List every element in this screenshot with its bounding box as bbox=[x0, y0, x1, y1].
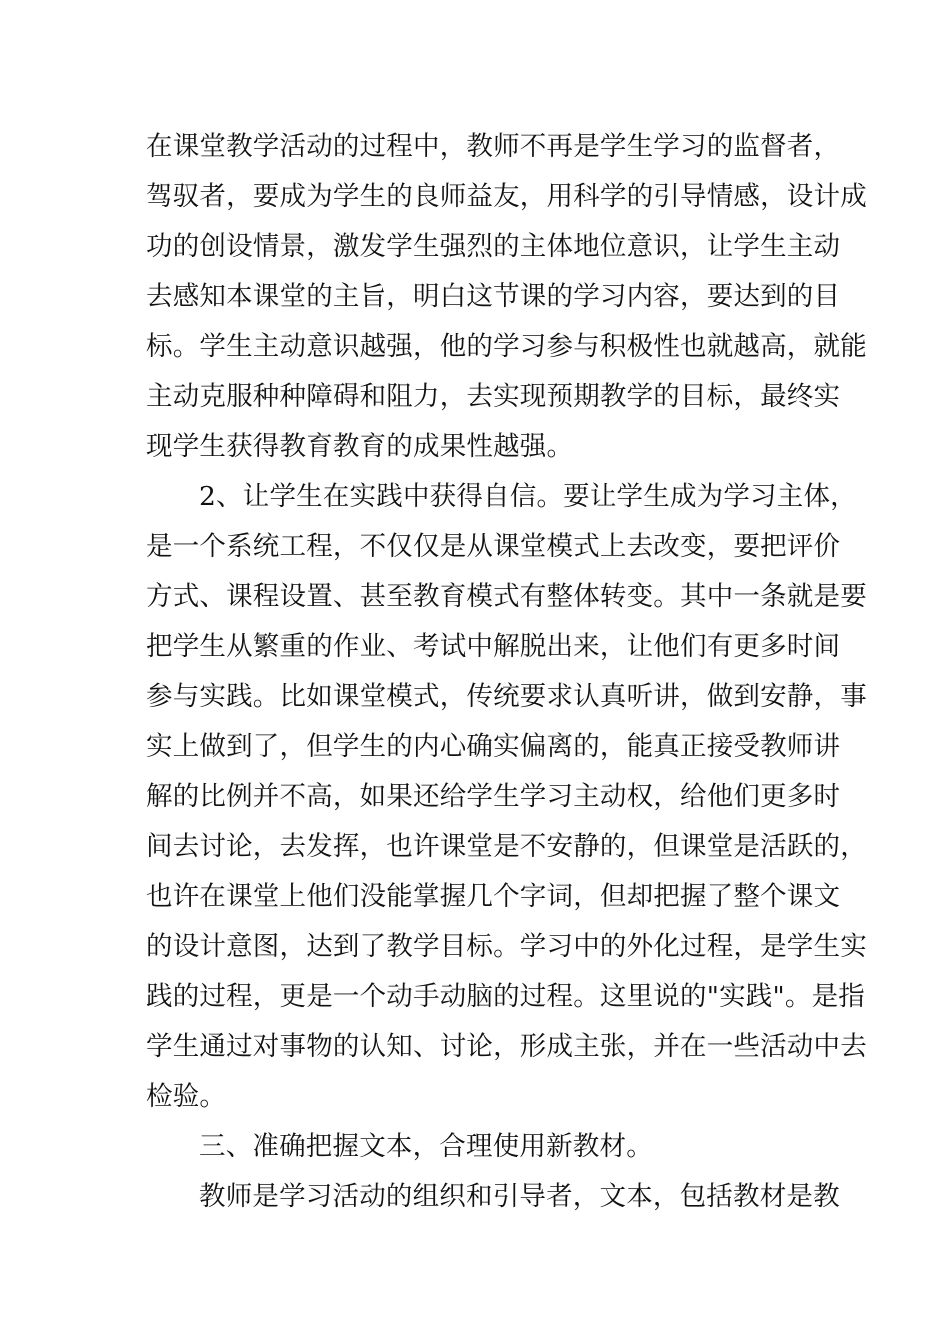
text-line: 主动克服种种障碍和阻力，去实现预期教学的目标，最终实 bbox=[146, 381, 841, 412]
text-line: 教师是学习活动的组织和引导者，文本，包括教材是教 bbox=[199, 1181, 840, 1212]
text-line: 2、让学生在实践中获得自信。要让学生成为学习主体， bbox=[199, 481, 857, 512]
text-line: 在课堂教学活动的过程中，教师不再是学生学习的监督者， bbox=[146, 131, 841, 162]
paragraph-1 bbox=[146, 122, 867, 472]
text-line: 解的比例并不高，如果还给学生学习主动权，给他们更多时 bbox=[146, 781, 841, 812]
text-line: 现学生获得教育教育的成果性越强。 bbox=[146, 431, 574, 462]
text-line: 把学生从繁重的作业、考试中解脱出来，让他们有更多时间 bbox=[146, 631, 841, 662]
text-line: 学生通过对事物的认知、讨论，形成主张，并在一些活动中去 bbox=[146, 1031, 867, 1062]
paragraph-2 bbox=[146, 472, 867, 1122]
text-line: 去感知本课堂的主旨，明白这节课的学习内容，要达到的目 bbox=[146, 281, 841, 312]
text-line: 标。学生主动意识越强，他的学习参与积极性也就越高，就能 bbox=[146, 331, 867, 362]
text-line: 实上做到了，但学生的内心确实偏离的，能真正接受教师讲 bbox=[146, 731, 841, 762]
document-body bbox=[146, 122, 867, 1222]
text-line: 践的过程，更是一个动手动脑的过程。这里说的"实践"。是指 bbox=[146, 981, 865, 1012]
paragraph-4 bbox=[146, 1172, 840, 1222]
text-line: 检验。 bbox=[146, 1081, 227, 1112]
text-line: 参与实践。比如课堂模式，传统要求认真听讲，做到安静，事 bbox=[146, 681, 867, 712]
text-line: 的设计意图，达到了教学目标。学习中的外化过程，是学生实 bbox=[146, 931, 867, 962]
section-heading bbox=[146, 1122, 810, 1172]
text-line: 是一个系统工程，不仅仅是从课堂模式上去改变，要把评价 bbox=[146, 531, 841, 562]
heading-line: 三、准确把握文本，合理使用新教材。 bbox=[199, 1131, 653, 1162]
text-line: 间去讨论，去发挥，也许课堂是不安静的，但课堂是活跃的， bbox=[146, 831, 867, 862]
text-line: 驾驭者，要成为学生的良师益友，用科学的引导情感，设计成 bbox=[146, 181, 867, 212]
text-line: 功的创设情景，激发学生强烈的主体地位意识，让学生主动 bbox=[146, 231, 841, 262]
text-line: 方式、课程设置、甚至教育模式有整体转变。其中一条就是要 bbox=[146, 581, 867, 612]
text-line: 也许在课堂上他们没能掌握几个字词，但却把握了整个课文 bbox=[146, 881, 841, 912]
